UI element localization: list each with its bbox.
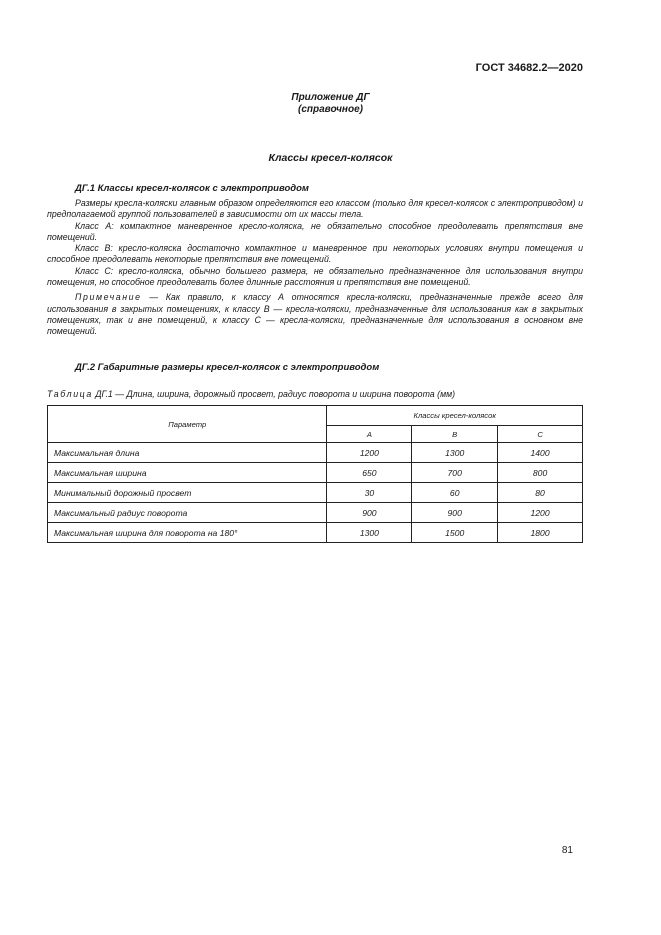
param-cell: Максимальная ширина для поворота на 180° (48, 523, 327, 543)
value-b-cell: 1500 (412, 523, 498, 543)
note (47, 292, 583, 337)
value-b-cell: 900 (412, 503, 498, 523)
note-label: Примечание (75, 292, 142, 303)
section-2-title: ДГ.2 Габаритные размеры кресел-колясок с электроприводом (75, 362, 380, 373)
table-row (48, 523, 583, 543)
section-1-title: ДГ.1 Классы кресел-колясок с электроприводом (75, 183, 309, 194)
paragraph-class-c: Класс С: кресло-коляска, обычно большего размера, не обязательно предназначенное для использования внутри помещения, но способное преодолевать более длинные расстояния и препятствия вне помещений. (47, 265, 583, 288)
value-c-cell: 800 (498, 463, 583, 483)
value-b-cell: 700 (412, 463, 498, 483)
appendix-heading: Классы кресел-колясок (268, 152, 393, 164)
table-row (48, 443, 583, 463)
table-row (48, 503, 583, 523)
table-caption-text: ДГ.1 — Длина, ширина, дорожный просвет, радиус поворота и ширина поворота (мм) (92, 389, 456, 399)
appendix-subtitle: (справочное) (298, 104, 363, 115)
value-a-cell: 30 (327, 483, 412, 503)
value-a-cell: 1200 (327, 443, 412, 463)
value-c-cell: 1200 (498, 503, 583, 523)
classes-header: Классы кресел-колясок (327, 406, 583, 426)
standard-code: ГОСТ 34682.2—2020 (475, 62, 583, 74)
value-b-cell: 60 (412, 483, 498, 503)
class-b-header: В (412, 426, 498, 443)
appendix-title: Приложение ДГ (291, 92, 370, 103)
note-text: — Как правило, к классу А относятся кресла-коляски, предназначенные прежде всего для использования в закрытых помещениях, к классу В — кресла-коляски, предназначенные для использования как в закрытых помещениях, так и вне помещений, к классу С — кресла-коляски, предназначенные для использования в основном вне помещений. (47, 292, 583, 337)
page-number: 81 (561, 845, 573, 856)
value-b-cell: 1300 (412, 443, 498, 463)
dimensions-table (47, 405, 583, 543)
paragraph-class-a: Класс А: компактное маневренное кресло-коляска, не обязательно способное преодолевать препятствия вне помещений. (47, 220, 583, 242)
class-c-header: С (498, 426, 583, 443)
table-caption (47, 389, 455, 399)
table-row (48, 463, 583, 483)
value-a-cell: 900 (327, 503, 412, 523)
param-cell: Минимальный дорожный просвет (48, 483, 327, 503)
param-cell: Максимальный радиус поворота (48, 503, 327, 523)
value-c-cell: 1400 (498, 443, 583, 463)
value-c-cell: 1800 (498, 523, 583, 543)
param-cell: Максимальная ширина (48, 463, 327, 483)
param-cell: Максимальная длина (48, 443, 327, 463)
value-a-cell: 1300 (327, 523, 412, 543)
table-caption-label: Таблица (47, 389, 93, 399)
section-1-body (47, 198, 583, 338)
paragraph-dimensions: Размеры кресла-коляски главным образом определяются его классом (только для кресел-колясок с электроприводом) и предполагаемой группой пользователей в зависимости от их массы тела. (47, 198, 583, 220)
param-header: Параметр (48, 406, 327, 443)
class-a-header: А (327, 426, 412, 443)
value-c-cell: 80 (498, 483, 583, 503)
paragraph-class-b: Класс В: кресло-коляска достаточно компактное и маневренное при некоторых условиях внутри помещения и способное преодолевать некоторые препятствия вне помещений. (47, 243, 583, 265)
value-a-cell: 650 (327, 463, 412, 483)
table-row (48, 483, 583, 503)
